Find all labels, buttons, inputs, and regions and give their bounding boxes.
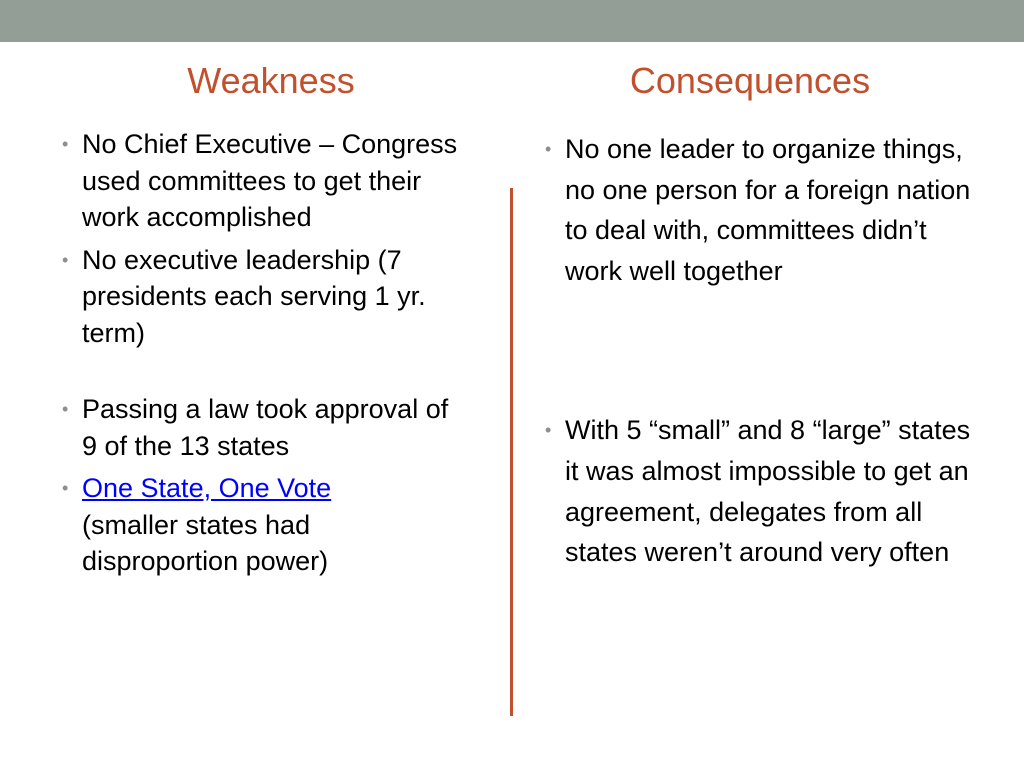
consequence-item-text: No one leader to organize things, no one person for a foreign nation to deal with, committees didn’t work well together: [565, 134, 971, 286]
consequence-item-small-large-states: [542, 410, 982, 572]
one-state-one-vote-link[interactable]: One State, One Vote: [82, 473, 332, 503]
bullet-icon: [62, 242, 68, 279]
column-divider: [510, 188, 513, 716]
bullet-icon: [545, 410, 551, 451]
top-band: [0, 0, 1024, 42]
bullet-icon: [545, 129, 551, 170]
bullet-icon: [62, 391, 68, 428]
weakness-item-text: No Chief Executive – Congress used committees to get their work accomplished: [82, 129, 458, 232]
weakness-list: [59, 126, 469, 580]
list-spacer: [59, 351, 469, 391]
list-spacer: [542, 291, 982, 410]
consequences-list: [542, 129, 982, 573]
weakness-item-text: No executive leadership (7 presidents each serving 1 yr. term): [82, 244, 426, 348]
weakness-item-no-chief-executive: [59, 126, 469, 236]
weakness-item-passing-law: [59, 391, 469, 464]
weakness-item-one-state-one-vote: [59, 470, 469, 580]
bullet-icon: [62, 470, 68, 507]
consequence-item-no-leader: [542, 129, 982, 291]
weakness-item-text: Passing a law took approval of 9 of the 13 states: [82, 394, 449, 461]
consequence-item-text: With 5 “small” and 8 “large” states it was almost impossible to get an agreement, delegates from all states weren’t around very often: [565, 415, 971, 568]
bullet-icon: [62, 126, 68, 163]
weakness-item-no-executive-leadership: [59, 242, 469, 352]
weakness-item-text: (smaller states had disproportion power): [82, 509, 329, 576]
consequences-heading: Consequences: [629, 60, 871, 101]
weakness-heading: Weakness: [187, 60, 355, 101]
